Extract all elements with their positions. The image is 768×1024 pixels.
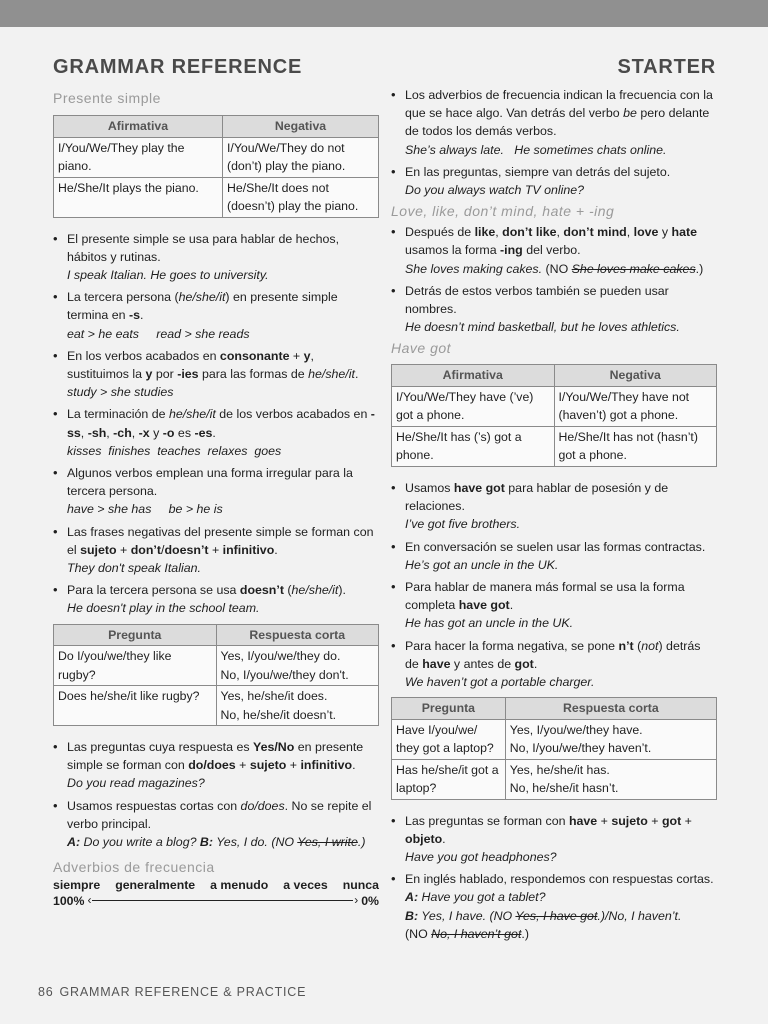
answer-line: No, he/she/it doesn’t.	[220, 707, 337, 722]
example: They don't speak Italian.	[67, 560, 201, 575]
example-text: .)	[695, 261, 704, 276]
rule-text: , sustituimos la	[67, 348, 314, 381]
rule-bold: got	[514, 656, 534, 671]
list-item	[53, 464, 379, 519]
list-item	[53, 405, 379, 460]
table-cell: Does he/she/it like rugby?	[54, 686, 217, 726]
list-item	[53, 230, 379, 285]
answer-line: No, he/she/it hasn’t.	[509, 781, 619, 796]
table-cell: I/You/We/They have not (haven’t) got a phone.	[554, 386, 717, 426]
rule-bold: don’t	[130, 542, 161, 557]
speaker-b: B:	[199, 835, 213, 850]
rule-text: y	[149, 425, 163, 440]
rule-text: ).	[338, 583, 346, 598]
list-item	[53, 288, 379, 343]
rule-bold: -o	[162, 425, 175, 440]
rule-italic: he/she/it	[178, 290, 226, 305]
list-item	[53, 581, 379, 617]
left-column	[53, 90, 379, 908]
rule-bold: -ss	[67, 407, 375, 440]
example: She’s always late. He sometimes chats online.	[405, 142, 667, 157]
rule-bold: like	[474, 225, 496, 240]
answer-line: Yes, he/she/it does.	[220, 689, 328, 704]
rule-bold: consonante	[219, 348, 290, 363]
top-bar	[0, 0, 768, 27]
rule-text: En conversación se suelen usar las formas contractas.	[405, 539, 706, 554]
rule-text: +	[647, 813, 662, 828]
rule-bold: have	[568, 813, 598, 828]
rule-text: para hablar de posesión y de relaciones.	[405, 480, 669, 514]
rule-text: es	[174, 425, 195, 440]
example: kisses finishes teaches relaxes goes	[67, 443, 282, 458]
example: Do you read magazines?	[67, 776, 205, 791]
example: study > she studies	[67, 385, 174, 400]
rule-text: de los verbos acabados en	[215, 407, 371, 422]
rule-text: Algunos verbos emplean una forma irregular para la tercera persona.	[67, 465, 353, 499]
answer-line: Yes, he/she/it has.	[509, 762, 610, 777]
rule-text: pero delante de todos los demás verbos.	[405, 106, 710, 139]
table-cell	[216, 646, 379, 686]
rule-text: .	[509, 598, 514, 613]
rule-bold: sujeto	[249, 758, 287, 773]
rule-text: +	[289, 348, 304, 363]
ing-rules	[391, 223, 717, 336]
have-got-question-rules	[391, 812, 717, 943]
example	[405, 888, 717, 906]
table-cell	[505, 719, 716, 759]
list-item	[391, 812, 717, 867]
have-got-questions-table	[391, 697, 717, 800]
frequency-word: siempre	[53, 878, 101, 893]
rule-bold: -ing	[500, 243, 523, 258]
list-item	[53, 738, 379, 793]
example-text: Do you write a blog?	[80, 835, 200, 850]
example-text: .)	[357, 835, 366, 850]
rule-bold: infinitivo	[222, 542, 275, 557]
example: Do you always watch TV online?	[405, 183, 585, 198]
table-header: Respuesta corta	[505, 698, 716, 720]
rule-text: (	[633, 638, 642, 653]
speaker-b: B:	[405, 908, 419, 923]
table-row	[54, 686, 379, 726]
frequency-word: generalmente	[115, 878, 196, 893]
rule-bold: have	[422, 656, 451, 671]
example: I’ve got five brothers.	[405, 517, 521, 532]
list-item	[391, 578, 717, 633]
list-item	[391, 870, 717, 943]
rule-italic: he/she/it	[291, 583, 339, 598]
rule-italic: not	[641, 638, 659, 653]
example: He has got an uncle in the UK.	[405, 616, 574, 631]
rule-text: ) detrás de	[405, 638, 701, 671]
rule-bold: -sh	[87, 425, 107, 440]
rule-text: ,	[80, 425, 88, 440]
rule-bold: -es	[194, 425, 213, 440]
table-cell: He/She/It has not (hasn’t) got a phone.	[554, 426, 717, 466]
speaker-a: A:	[67, 835, 81, 850]
example: Have you got headphones?	[405, 850, 557, 865]
rule-bold: got	[661, 813, 682, 828]
table-cell: Do I/you/we/they like rugby?	[54, 646, 217, 686]
rule-text: .	[274, 542, 278, 557]
example: I speak Italian. He goes to university.	[67, 267, 269, 282]
table-row	[54, 137, 379, 177]
rule-text: +	[116, 542, 131, 557]
rule-text: Las preguntas se forman con	[405, 813, 569, 828]
table-cell: He/She/It plays the piano.	[54, 177, 223, 217]
rule-text: y	[658, 225, 672, 240]
example: He’s got an uncle in the UK.	[405, 557, 559, 572]
table-row	[54, 646, 379, 686]
table-cell: He/She/It does not (doesn’t) play the piano.	[223, 177, 379, 217]
list-item	[391, 223, 717, 278]
rule-text: El presente simple se usa para hablar de hechos, hábitos y rutinas.	[67, 231, 340, 264]
rule-text: Las frases negativas del presente simple se forman con el	[67, 524, 374, 557]
rule-text: La tercera persona (	[67, 290, 179, 305]
section-heading-have-got: Have got	[391, 340, 452, 357]
example-text: (NO	[405, 926, 432, 941]
example: eat > he eats read > she reads	[67, 326, 250, 341]
rule-text: para las formas de	[198, 366, 309, 381]
rule-bold: objeto	[405, 831, 443, 846]
table-cell: I/You/We/They do not (don’t) play the piano.	[223, 137, 379, 177]
rule-text: ,	[556, 225, 564, 240]
rule-bold: Yes/No	[252, 740, 295, 755]
rule-text: Después de	[405, 225, 475, 240]
rule-bold: have got	[453, 480, 505, 495]
rule-text: +	[597, 813, 612, 828]
list-item	[391, 86, 717, 159]
table-header: Negativa	[223, 116, 379, 138]
rule-text: .	[533, 656, 538, 671]
footer-label: GRAMMAR REFERENCE & PRACTICE	[59, 985, 307, 999]
page-footer	[38, 985, 306, 999]
rule-bold: don’t like	[502, 225, 557, 240]
speaker-a: A:	[405, 890, 419, 905]
rule-text: .	[352, 758, 356, 773]
rule-text: usamos la forma	[405, 243, 501, 258]
rule-bold: -ch	[113, 425, 132, 440]
table-cell	[505, 759, 716, 799]
answer-line: Yes, I/you/we/they have.	[509, 722, 643, 737]
frequency-scale	[53, 894, 379, 908]
list-item	[391, 637, 717, 692]
list-item	[53, 347, 379, 402]
section-heading-frequency: Adverbios de frecuencia	[53, 859, 215, 876]
example	[405, 260, 717, 278]
rule-text: Las preguntas cuya respuesta es	[67, 740, 253, 755]
rule-text: . No se repite el verbo principal.	[67, 798, 372, 831]
rule-text: ,	[131, 425, 139, 440]
rule-bold: sujeto	[80, 542, 117, 557]
rule-bold: infinitivo	[300, 758, 353, 773]
list-item	[391, 282, 717, 337]
frequency-scale-labels	[53, 878, 379, 892]
present-simple-questions-table	[53, 624, 379, 727]
rule-bold: love	[633, 225, 659, 240]
example: We haven’t got a portable charger.	[405, 674, 595, 689]
rule-text: ) en presente simple termina en	[67, 290, 338, 323]
rule-text: ,	[495, 225, 503, 240]
rule-text: del verbo.	[522, 243, 581, 258]
frequency-rules	[391, 86, 717, 199]
rule-bold: y	[145, 366, 153, 381]
example-text: (NO	[542, 261, 572, 276]
rule-italic: do/does	[240, 798, 285, 813]
section-heading-present-simple: Presente simple	[53, 90, 161, 106]
rule-bold: hate	[671, 225, 698, 240]
rule-bold: don’t mind	[563, 225, 627, 240]
table-row	[54, 177, 379, 217]
frequency-word: nunca	[342, 878, 379, 893]
rule-bold: do/does	[188, 758, 236, 773]
page-title: GRAMMAR REFERENCE	[53, 56, 303, 78]
table-header: Negativa	[554, 365, 717, 387]
rule-text: Usamos	[405, 480, 454, 495]
rule-italic: he/she/it	[308, 366, 355, 381]
example-text: Have you got a tablet?	[418, 890, 546, 905]
rule-text: En inglés hablado, respondemos con respuestas cortas.	[405, 872, 714, 887]
list-item	[391, 538, 717, 574]
unit-title: STARTER	[617, 56, 716, 78]
rule-bold: -ies	[177, 366, 199, 381]
table-header: Respuesta corta	[216, 624, 379, 646]
rule-bold: y	[303, 348, 311, 363]
rule-text: En las preguntas, siempre van detrás del sujeto.	[405, 164, 671, 179]
answer-line: Yes, I/you/we/they do.	[220, 649, 341, 664]
table-cell: I/You/We/They play the piano.	[54, 137, 223, 177]
rule-text: (	[283, 583, 292, 598]
rule-text: +	[681, 813, 692, 828]
frequency-word: a veces	[283, 878, 328, 893]
rule-text: .	[212, 425, 216, 440]
answer-line: No, I/you/we/they haven’t.	[509, 741, 652, 756]
list-item	[391, 479, 717, 534]
table-row	[392, 719, 717, 759]
table-header: Afirmativa	[54, 116, 223, 138]
rule-italic: be	[623, 106, 637, 121]
wrong-form: Yes, I write	[297, 835, 358, 850]
rule-bold: -x	[138, 425, 150, 440]
frequency-min: 0%	[361, 894, 379, 909]
section-heading-love-like: Love, like, don’t mind, hate + -ing	[391, 203, 615, 220]
rule-text: .	[354, 366, 359, 381]
rule-bold: have got	[458, 598, 510, 613]
rule-text: Para hacer la forma negativa, se pone	[405, 638, 619, 653]
rule-text: Para hablar de manera más formal se usa la forma completa	[405, 579, 685, 613]
rule-text: y antes de	[450, 656, 515, 671]
example-text: Yes, I have. (NO	[418, 908, 516, 923]
rule-text: ,	[106, 425, 114, 440]
list-item	[53, 523, 379, 578]
example: have > she has be > he is	[67, 502, 223, 517]
double-arrow-icon: ‹ ›	[87, 893, 359, 908]
rule-text: +	[235, 758, 250, 773]
question-rules	[53, 738, 379, 851]
rule-text: Los adverbios de frecuencia indican la frecuencia con la que se hace algo. Van detrás del verbo	[405, 88, 713, 121]
table-cell: I/You/We/They have (’ve) got a phone.	[392, 386, 555, 426]
example-text: She loves making cakes.	[405, 261, 543, 276]
wrong-form: No, I haven’t got	[431, 926, 522, 941]
have-got-rules	[391, 479, 717, 691]
rule-text: La terminación de	[67, 407, 169, 422]
present-simple-table	[53, 115, 379, 218]
list-item	[53, 797, 379, 852]
rule-bold: n’t	[618, 638, 634, 653]
table-cell: Have I/you/we/ they got a laptop?	[392, 719, 506, 759]
rule-bold: doesn’t	[239, 583, 284, 598]
rule-text: Para la tercera persona se usa	[67, 583, 240, 598]
table-row	[392, 386, 717, 426]
example	[67, 833, 379, 851]
rule-bold: sujeto	[611, 813, 648, 828]
rule-text: En los verbos acabados en	[67, 348, 220, 363]
frequency-word: a menudo	[210, 878, 269, 893]
rule-text: /	[161, 542, 165, 557]
rule-italic: he/she/it	[168, 407, 216, 422]
example: He doesn't play in the school team.	[67, 601, 260, 616]
table-cell: He/She/It has (’s) got a phone.	[392, 426, 555, 466]
rule-text: Detrás de estos verbos también se pueden usar nombres.	[405, 283, 669, 317]
table-row	[392, 426, 717, 466]
table-header: Pregunta	[392, 698, 506, 720]
table-cell: Has he/she/it got a laptop?	[392, 759, 506, 799]
rule-text: +	[286, 758, 301, 773]
table-header: Afirmativa	[392, 365, 555, 387]
table-row	[392, 759, 717, 799]
rule-bold: doesn’t	[164, 542, 209, 557]
list-item	[391, 163, 717, 199]
answer-line: No, I/you/we/they don't.	[220, 667, 349, 682]
rule-text: +	[208, 542, 223, 557]
rule-text: ,	[626, 225, 634, 240]
frequency-max: 100%	[53, 894, 85, 909]
have-got-table	[391, 364, 717, 467]
table-cell	[216, 686, 379, 726]
rule-text: en presente simple se forman con	[67, 740, 364, 773]
table-header: Pregunta	[54, 624, 217, 646]
rule-text: .	[140, 308, 144, 323]
present-simple-rules	[53, 230, 379, 618]
wrong-form: She loves make cakes	[571, 261, 696, 276]
example-text: .)/No, I haven’t.	[597, 908, 682, 923]
rule-bold: -s	[128, 308, 141, 323]
example: He doesn’t mind basketball, but he loves athletics.	[405, 320, 680, 335]
wrong-form: Yes, I have got	[515, 908, 598, 923]
example	[405, 925, 717, 943]
right-column	[391, 86, 717, 947]
example	[405, 907, 717, 925]
page-number: 86	[38, 985, 54, 999]
example-text: Yes, I do. (NO	[213, 835, 298, 850]
example-text: .)	[521, 926, 529, 941]
rule-text: .	[442, 831, 446, 846]
rule-text: Usamos respuestas cortas con	[67, 798, 241, 813]
rule-text: por	[152, 366, 178, 381]
